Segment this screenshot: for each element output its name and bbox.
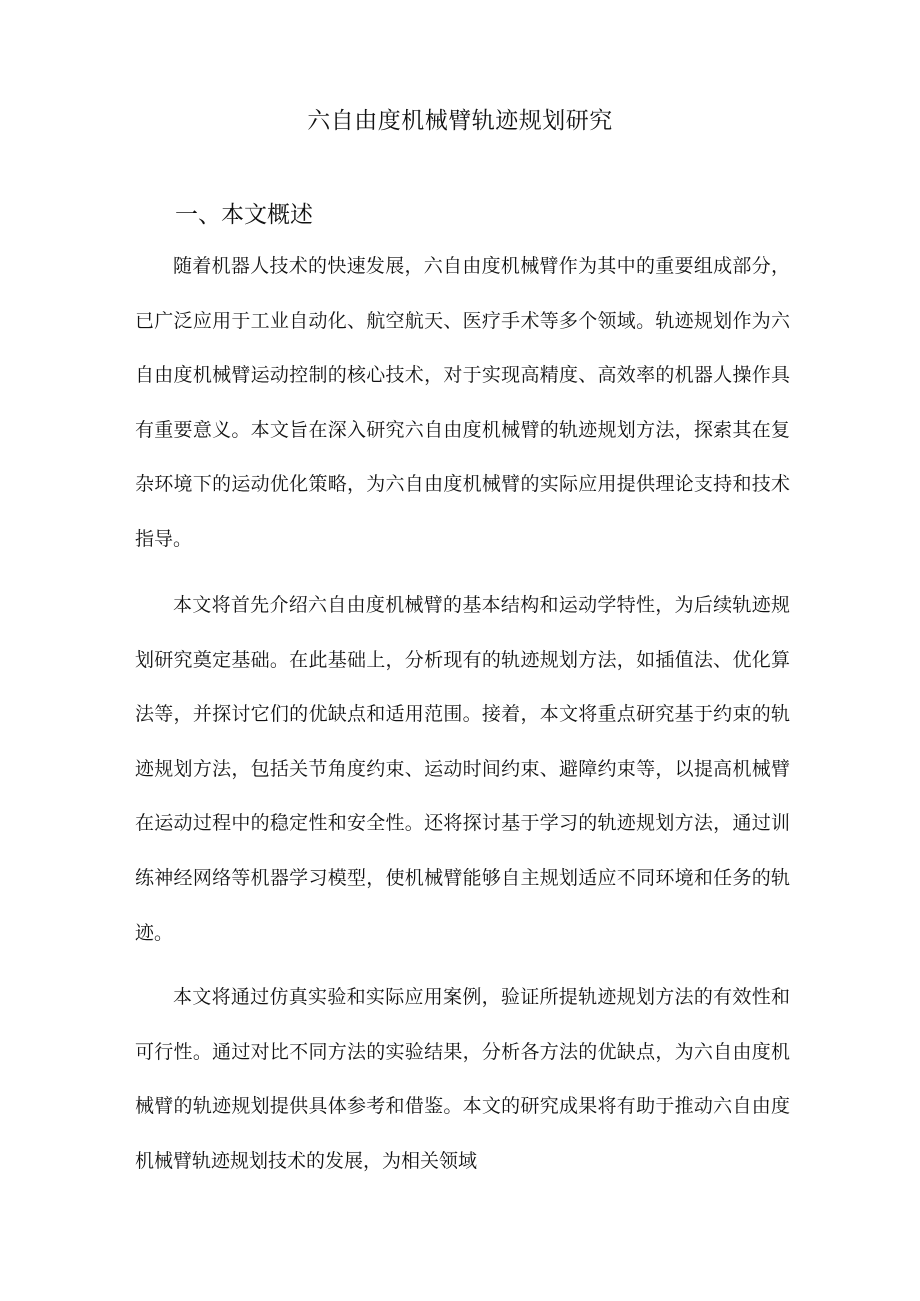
body-paragraph-3: 本文将通过仿真实验和实际应用案例，验证所提轨迹规划方法的有效性和可行性。通过对比不同方法的实验结果，分析各方法的优缺点，为六自由度机械臂的轨迹规划提供具体参考和借鉴。本文的研究成果将有助于推动六自由度机械臂轨迹规划技术的发展，为相关领域 [135, 986, 790, 1172]
document-title: 六自由度机械臂轨迹规划研究 [307, 108, 613, 134]
section-heading-overview: 一、本文概述 [175, 202, 313, 228]
body-paragraph-1: 随着机器人技术的快速发展，六自由度机械臂作为其中的重要组成部分，已广泛应用于工业自动化、航空航天、医疗手术等多个领域。轨迹规划作为六自由度机械臂运动控制的核心技术，对于实现高精度、高效率的机器人操作具有重要意义。本文旨在深入研究六自由度机械臂的轨迹规划方法，探索其在复杂环境下的运动优化策略，为六自由度机械臂的实际应用提供理论支持和技术指导。 [135, 255, 790, 550]
body-paragraph-2: 本文将首先介绍六自由度机械臂的基本结构和运动学特性，为后续轨迹规划研究奠定基础。在此基础上，分析现有的轨迹规划方法，如插值法、优化算法等，并探讨它们的优缺点和适用范围。接着，本文将重点研究基于约束的轨迹规划方法，包括关节角度约束、运动时间约束、避障约束等，以提高机械臂在运动过程中的稳定性和安全性。还将探讨基于学习的轨迹规划方法，通过训练神经网络等机器学习模型，使机械臂能够自主规划适应不同环境和任务的轨迹。 [135, 594, 790, 944]
